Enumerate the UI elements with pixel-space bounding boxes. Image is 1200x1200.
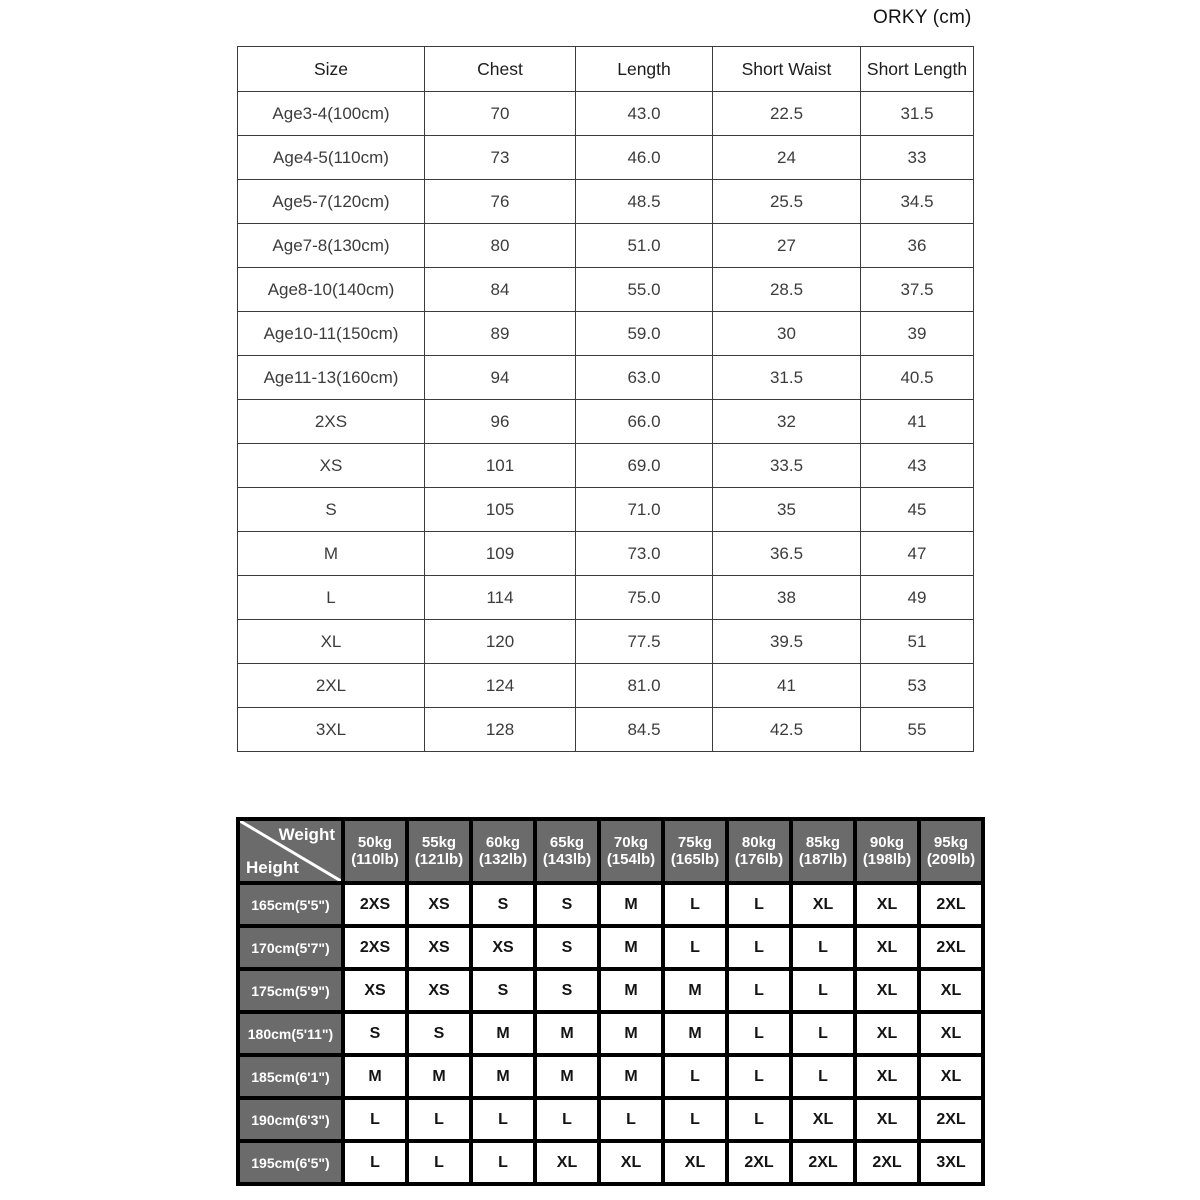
recommended-size-cell: S: [471, 969, 535, 1012]
size-table-row: [238, 400, 974, 444]
size-label-cell: Age3-4(100cm): [238, 92, 425, 136]
recommended-size-cell: S: [407, 1012, 471, 1055]
size-label-cell: XS: [238, 444, 425, 488]
fit-table-row: [238, 1012, 983, 1055]
size-label-cell: Age11-13(160cm): [238, 356, 425, 400]
recommended-size-cell: 2XL: [791, 1141, 855, 1184]
measurement-cell: 94: [425, 356, 576, 400]
measurement-cell: 51: [861, 620, 974, 664]
measurement-cell: 22.5: [713, 92, 861, 136]
measurement-cell: 80: [425, 224, 576, 268]
recommended-size-cell: L: [791, 926, 855, 969]
weight-lb-label: (198lb): [862, 851, 912, 868]
recommended-size-cell: M: [599, 1055, 663, 1098]
measurement-cell: 105: [425, 488, 576, 532]
measurement-cell: 77.5: [576, 620, 713, 664]
measurement-cell: 53: [861, 664, 974, 708]
height-weight-corner-cell: [238, 819, 343, 883]
size-column-header: Short Waist: [713, 47, 861, 92]
measurement-cell: 32: [713, 400, 861, 444]
size-table-row: [238, 136, 974, 180]
size-label-cell: 3XL: [238, 708, 425, 752]
weight-kg-label: 90kg: [869, 834, 905, 851]
recommended-size-cell: S: [535, 926, 599, 969]
recommended-size-cell: 2XL: [919, 926, 983, 969]
recommended-size-cell: S: [343, 1012, 407, 1055]
recommended-size-cell: M: [471, 1012, 535, 1055]
size-label-cell: L: [238, 576, 425, 620]
size-label-cell: M: [238, 532, 425, 576]
measurement-cell: 96: [425, 400, 576, 444]
measurement-cell: 84: [425, 268, 576, 312]
weight-column-header: [919, 819, 983, 883]
recommended-size-cell: XL: [855, 1098, 919, 1141]
recommended-size-cell: XL: [919, 1055, 983, 1098]
measurement-cell: 120: [425, 620, 576, 664]
size-label-cell: S: [238, 488, 425, 532]
measurement-cell: 66.0: [576, 400, 713, 444]
weight-column-header: [791, 819, 855, 883]
recommended-size-cell: XL: [791, 883, 855, 926]
recommended-size-cell: L: [727, 926, 791, 969]
weight-column-header: [535, 819, 599, 883]
weight-kg-label: 80kg: [741, 834, 777, 851]
size-label-cell: Age10-11(150cm): [238, 312, 425, 356]
size-table-row: [238, 488, 974, 532]
recommended-size-cell: L: [727, 1012, 791, 1055]
weight-lb-label: (176lb): [734, 851, 784, 868]
weight-kg-label: 70kg: [613, 834, 649, 851]
size-table-row: [238, 356, 974, 400]
size-table-row: [238, 444, 974, 488]
measurement-cell: 71.0: [576, 488, 713, 532]
recommended-size-cell: 2XS: [343, 926, 407, 969]
size-table-row: [238, 664, 974, 708]
measurement-cell: 25.5: [713, 180, 861, 224]
measurement-cell: 30: [713, 312, 861, 356]
measurement-cell: 31.5: [861, 92, 974, 136]
recommended-size-cell: XS: [471, 926, 535, 969]
recommended-size-cell: M: [535, 1055, 599, 1098]
size-table-row: [238, 708, 974, 752]
measurement-cell: 33: [861, 136, 974, 180]
recommended-size-cell: L: [663, 883, 727, 926]
measurement-cell: 47: [861, 532, 974, 576]
fit-table-row: [238, 1098, 983, 1141]
recommended-size-cell: M: [663, 969, 727, 1012]
size-label-cell: Age7-8(130cm): [238, 224, 425, 268]
height-row-header: 175cm(5'9"): [238, 969, 343, 1012]
recommended-size-cell: L: [343, 1141, 407, 1184]
measurement-cell: 81.0: [576, 664, 713, 708]
measurement-cell: 36.5: [713, 532, 861, 576]
measurement-cell: 55.0: [576, 268, 713, 312]
height-row-header: 195cm(6'5"): [238, 1141, 343, 1184]
measurement-cell: 31.5: [713, 356, 861, 400]
weight-column-header: [663, 819, 727, 883]
measurement-cell: 33.5: [713, 444, 861, 488]
recommended-size-cell: M: [471, 1055, 535, 1098]
weight-kg-label: 75kg: [677, 834, 713, 851]
measurement-cell: 73.0: [576, 532, 713, 576]
recommended-size-cell: L: [727, 883, 791, 926]
measurement-cell: 59.0: [576, 312, 713, 356]
size-label-cell: Age5-7(120cm): [238, 180, 425, 224]
recommended-size-cell: M: [599, 926, 663, 969]
recommended-size-cell: S: [535, 969, 599, 1012]
recommended-size-cell: 2XL: [727, 1141, 791, 1184]
recommended-size-cell: L: [535, 1098, 599, 1141]
recommended-size-cell: L: [663, 926, 727, 969]
weight-kg-label: 50kg: [357, 834, 393, 851]
size-table: [237, 46, 974, 752]
measurement-cell: 84.5: [576, 708, 713, 752]
measurement-cell: 55: [861, 708, 974, 752]
weight-lb-label: (154lb): [606, 851, 656, 868]
size-label-cell: 2XL: [238, 664, 425, 708]
recommended-size-cell: M: [343, 1055, 407, 1098]
recommended-size-cell: L: [727, 969, 791, 1012]
weight-kg-label: 85kg: [805, 834, 841, 851]
size-table-header-row: [238, 47, 974, 92]
measurement-cell: 45: [861, 488, 974, 532]
measurement-cell: 41: [861, 400, 974, 444]
height-row-header: 185cm(6'1"): [238, 1055, 343, 1098]
measurement-cell: 42.5: [713, 708, 861, 752]
recommended-size-cell: L: [343, 1098, 407, 1141]
measurement-cell: 38: [713, 576, 861, 620]
recommended-size-cell: S: [535, 883, 599, 926]
measurement-cell: 35: [713, 488, 861, 532]
recommended-size-cell: XL: [855, 926, 919, 969]
weight-column-header: [343, 819, 407, 883]
weight-lb-label: (132lb): [478, 851, 528, 868]
weight-column-header: [727, 819, 791, 883]
height-row-header: 165cm(5'5"): [238, 883, 343, 926]
size-label-cell: Age8-10(140cm): [238, 268, 425, 312]
measurement-cell: 48.5: [576, 180, 713, 224]
size-column-header: Chest: [425, 47, 576, 92]
recommended-size-cell: L: [407, 1098, 471, 1141]
weight-lb-label: (143lb): [542, 851, 592, 868]
measurement-cell: 43.0: [576, 92, 713, 136]
weight-lb-label: (209lb): [926, 851, 976, 868]
recommended-size-cell: 2XL: [919, 883, 983, 926]
recommended-size-cell: L: [663, 1055, 727, 1098]
corner-weight-label: Weight: [278, 825, 335, 844]
recommended-size-cell: XL: [855, 883, 919, 926]
recommended-size-cell: L: [791, 1055, 855, 1098]
size-table-row: [238, 312, 974, 356]
fit-table-row: [238, 969, 983, 1012]
height-row-header: 190cm(6'3"): [238, 1098, 343, 1141]
corner-height-label: Height: [246, 858, 299, 877]
measurement-cell: 41: [713, 664, 861, 708]
measurement-cell: 70: [425, 92, 576, 136]
measurement-cell: 34.5: [861, 180, 974, 224]
size-table-row: [238, 532, 974, 576]
weight-column-header: [855, 819, 919, 883]
size-label-cell: 2XS: [238, 400, 425, 444]
fit-table-row: [238, 883, 983, 926]
recommended-size-cell: M: [535, 1012, 599, 1055]
recommended-size-cell: M: [599, 883, 663, 926]
recommended-size-cell: M: [599, 1012, 663, 1055]
measurement-cell: 73: [425, 136, 576, 180]
recommended-size-cell: L: [663, 1098, 727, 1141]
weight-kg-label: 65kg: [549, 834, 585, 851]
recommended-size-cell: XL: [663, 1141, 727, 1184]
measurement-cell: 89: [425, 312, 576, 356]
recommended-size-cell: XS: [407, 926, 471, 969]
recommended-size-cell: S: [471, 883, 535, 926]
weight-kg-label: 55kg: [421, 834, 457, 851]
fit-table-row: [238, 1055, 983, 1098]
recommended-size-cell: 2XL: [919, 1098, 983, 1141]
size-column-header: Length: [576, 47, 713, 92]
weight-column-header: [471, 819, 535, 883]
fit-table-header-row: [238, 819, 983, 883]
recommended-size-cell: L: [599, 1098, 663, 1141]
measurement-cell: 63.0: [576, 356, 713, 400]
recommended-size-cell: L: [727, 1055, 791, 1098]
weight-column-header: [407, 819, 471, 883]
measurement-cell: 43: [861, 444, 974, 488]
recommended-size-cell: M: [407, 1055, 471, 1098]
measurement-cell: 28.5: [713, 268, 861, 312]
weight-lb-label: (165lb): [670, 851, 720, 868]
measurement-cell: 37.5: [861, 268, 974, 312]
weight-lb-label: (121lb): [414, 851, 464, 868]
measurement-cell: 128: [425, 708, 576, 752]
size-label-cell: XL: [238, 620, 425, 664]
recommended-size-cell: L: [727, 1098, 791, 1141]
measurement-cell: 51.0: [576, 224, 713, 268]
recommended-size-cell: 2XL: [855, 1141, 919, 1184]
recommended-size-cell: XL: [919, 1012, 983, 1055]
recommended-size-cell: XL: [599, 1141, 663, 1184]
measurement-cell: 40.5: [861, 356, 974, 400]
weight-kg-label: 60kg: [485, 834, 521, 851]
measurement-cell: 109: [425, 532, 576, 576]
weight-column-header: [599, 819, 663, 883]
measurement-cell: 114: [425, 576, 576, 620]
recommended-size-cell: XL: [855, 1012, 919, 1055]
size-table-row: [238, 92, 974, 136]
recommended-size-cell: 3XL: [919, 1141, 983, 1184]
measurement-cell: 46.0: [576, 136, 713, 180]
measurement-cell: 39: [861, 312, 974, 356]
recommended-size-cell: L: [471, 1098, 535, 1141]
fit-table-row: [238, 926, 983, 969]
recommended-size-cell: L: [407, 1141, 471, 1184]
recommended-size-cell: XS: [407, 969, 471, 1012]
unit-label: ORKY (cm): [873, 7, 972, 28]
recommended-size-cell: XL: [791, 1098, 855, 1141]
measurement-cell: 76: [425, 180, 576, 224]
recommended-size-cell: XS: [407, 883, 471, 926]
size-table-row: [238, 620, 974, 664]
recommended-size-cell: M: [663, 1012, 727, 1055]
measurement-cell: 24: [713, 136, 861, 180]
size-table-row: [238, 224, 974, 268]
measurement-cell: 124: [425, 664, 576, 708]
recommended-size-cell: L: [791, 969, 855, 1012]
measurement-cell: 101: [425, 444, 576, 488]
recommended-size-cell: XL: [855, 1055, 919, 1098]
size-table-row: [238, 180, 974, 224]
measurement-cell: 27: [713, 224, 861, 268]
recommended-size-cell: 2XS: [343, 883, 407, 926]
recommended-size-cell: L: [471, 1141, 535, 1184]
size-column-header: Short Length: [861, 47, 974, 92]
measurement-cell: 49: [861, 576, 974, 620]
size-table-row: [238, 268, 974, 312]
weight-lb-label: (110lb): [351, 851, 399, 868]
recommended-size-cell: XS: [343, 969, 407, 1012]
measurement-cell: 36: [861, 224, 974, 268]
measurement-cell: 69.0: [576, 444, 713, 488]
recommended-size-cell: XL: [535, 1141, 599, 1184]
measurement-cell: 75.0: [576, 576, 713, 620]
recommended-size-cell: L: [791, 1012, 855, 1055]
recommended-size-cell: M: [599, 969, 663, 1012]
recommended-size-cell: XL: [855, 969, 919, 1012]
size-label-cell: Age4-5(110cm): [238, 136, 425, 180]
recommended-size-cell: XL: [919, 969, 983, 1012]
size-table-row: [238, 576, 974, 620]
height-weight-fit-table: [236, 817, 985, 1186]
size-column-header: Size: [238, 47, 425, 92]
height-row-header: 170cm(5'7"): [238, 926, 343, 969]
measurement-cell: 39.5: [713, 620, 861, 664]
fit-table-row: [238, 1141, 983, 1184]
weight-kg-label: 95kg: [933, 834, 969, 851]
weight-lb-label: (187lb): [798, 851, 848, 868]
height-row-header: 180cm(5'11"): [238, 1012, 343, 1055]
